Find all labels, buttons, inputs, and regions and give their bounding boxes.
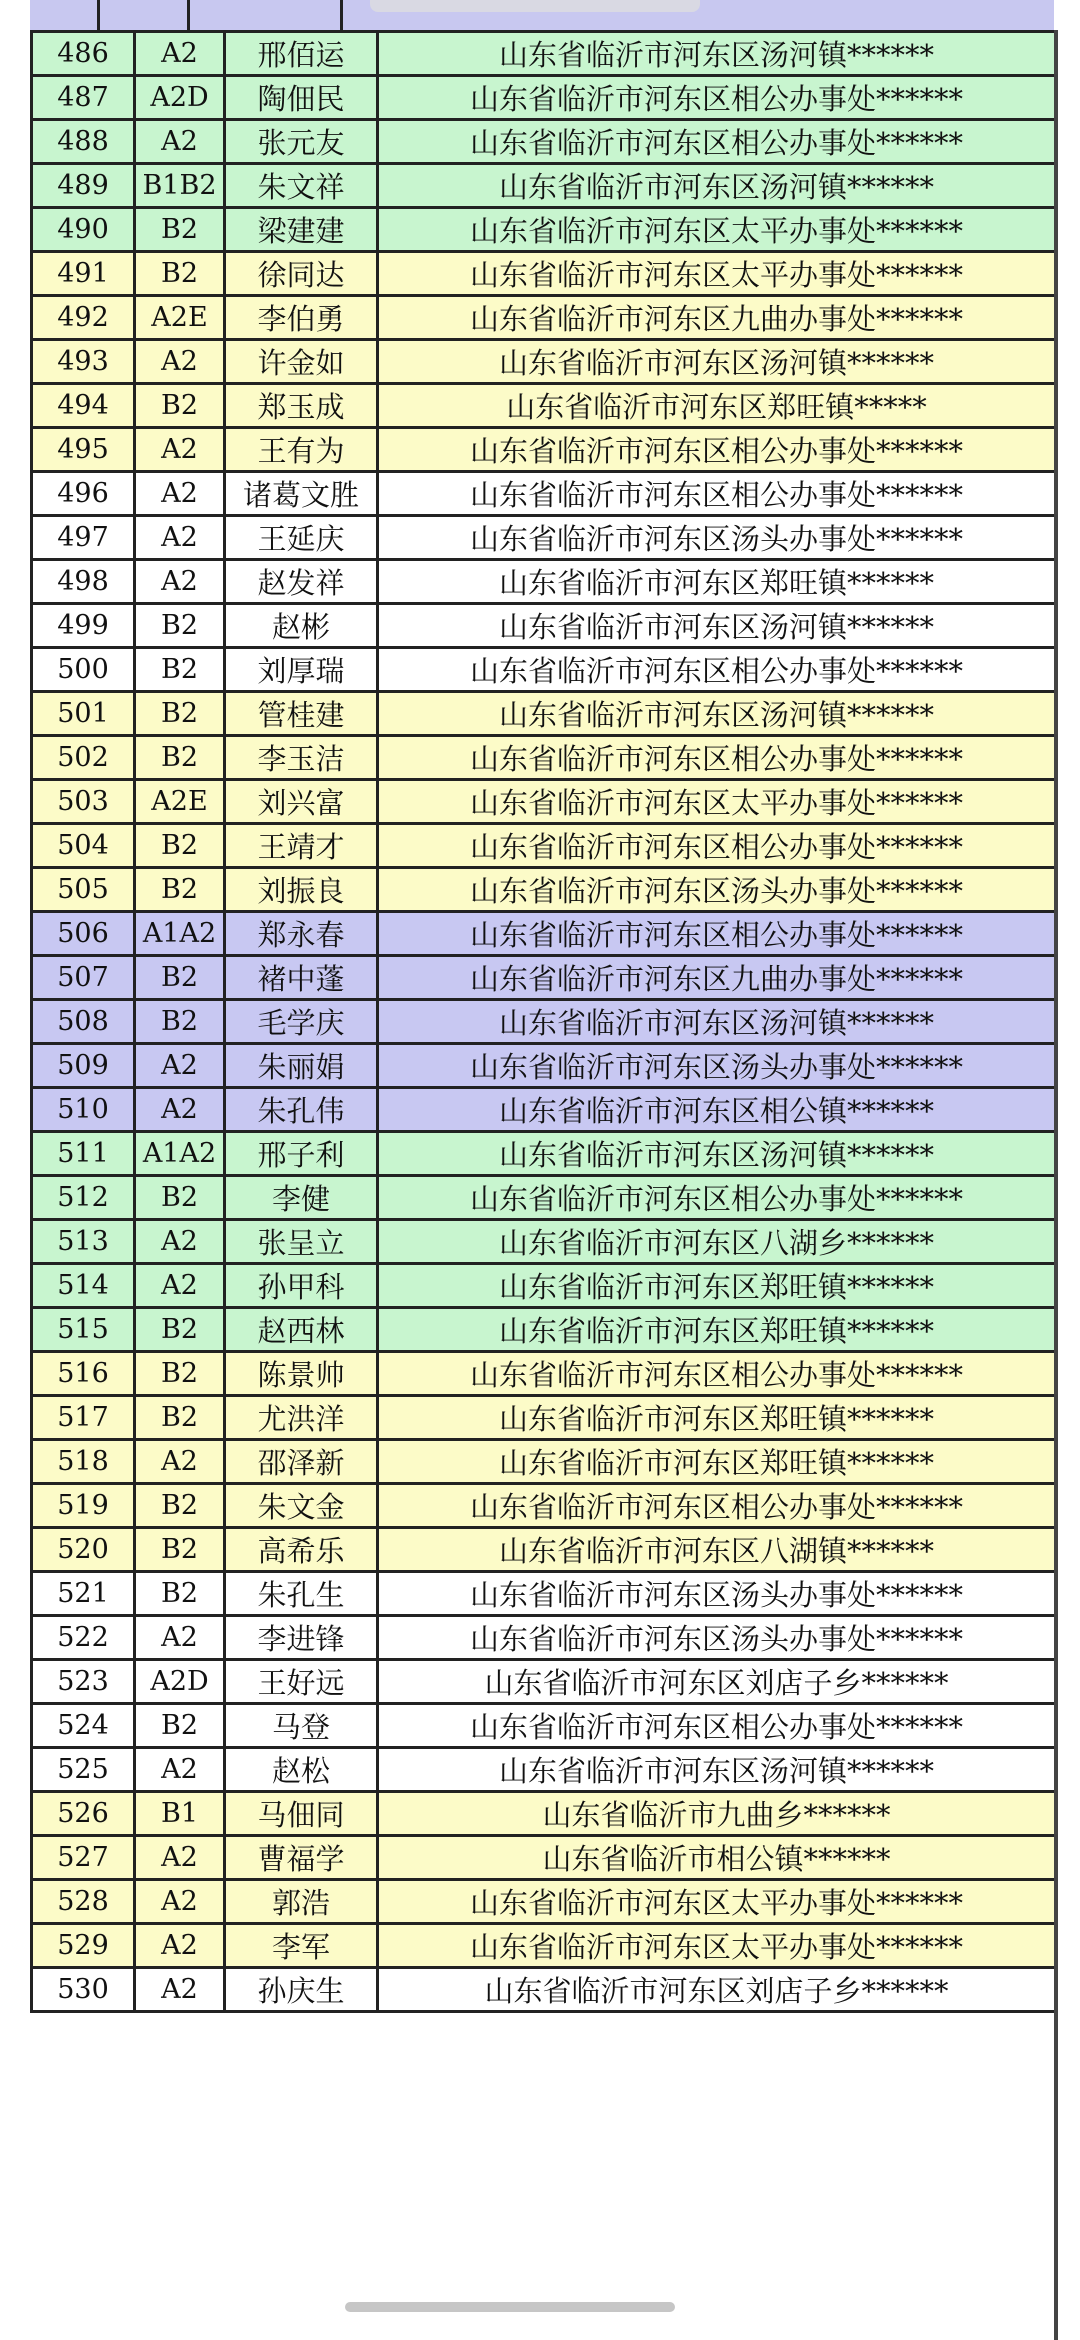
row-number-cell: 529 — [32, 1924, 135, 1968]
license-class-cell: A1A2 — [135, 912, 225, 956]
address-cell: 山东省临沂市河东区汤河镇****** — [378, 32, 1056, 76]
license-class-cell: A2 — [135, 1968, 225, 2012]
license-class-cell: B2 — [135, 824, 225, 868]
license-class-cell: B2 — [135, 1572, 225, 1616]
address-cell: 山东省临沂市河东区相公办事处****** — [378, 428, 1056, 472]
table-row — [32, 1704, 1056, 1748]
address-cell: 山东省临沂市河东区郑旺镇****** — [378, 1308, 1056, 1352]
license-class-cell: A2 — [135, 428, 225, 472]
table-row — [32, 1352, 1056, 1396]
address-cell: 山东省临沂市河东区汤头办事处****** — [378, 868, 1056, 912]
driver-name-cell: 朱孔伟 — [225, 1088, 378, 1132]
address-cell: 山东省临沂市河东区相公办事处****** — [378, 76, 1056, 120]
address-cell: 山东省临沂市河东区郑旺镇****** — [378, 1440, 1056, 1484]
row-number-cell: 515 — [32, 1308, 135, 1352]
driver-name-cell: 马登 — [225, 1704, 378, 1748]
table-row — [32, 560, 1056, 604]
row-number-cell: 499 — [32, 604, 135, 648]
license-class-cell: B2 — [135, 692, 225, 736]
table-row — [32, 956, 1056, 1000]
row-number-cell: 491 — [32, 252, 135, 296]
address-cell: 山东省临沂市河东区汤头办事处****** — [378, 1616, 1056, 1660]
driver-name-cell: 曹福学 — [225, 1836, 378, 1880]
address-cell: 山东省临沂市河东区八湖镇****** — [378, 1528, 1056, 1572]
driver-name-cell: 邢子利 — [225, 1132, 378, 1176]
driver-name-cell: 管桂建 — [225, 692, 378, 736]
license-class-cell: B2 — [135, 956, 225, 1000]
address-cell: 山东省临沂市河东区相公办事处****** — [378, 736, 1056, 780]
table-row — [32, 1968, 1056, 2012]
row-number-cell: 528 — [32, 1880, 135, 1924]
driver-name-cell: 王好远 — [225, 1660, 378, 1704]
license-class-cell: A2 — [135, 472, 225, 516]
address-cell: 山东省临沂市河东区汤河镇****** — [378, 340, 1056, 384]
driver-name-cell: 陈景帅 — [225, 1352, 378, 1396]
license-class-cell: A2 — [135, 1836, 225, 1880]
row-number-cell: 509 — [32, 1044, 135, 1088]
driver-name-cell: 王有为 — [225, 428, 378, 472]
license-class-cell: A2 — [135, 1616, 225, 1660]
license-class-cell: A2 — [135, 1044, 225, 1088]
driver-name-cell: 诸葛文胜 — [225, 472, 378, 516]
license-class-cell: B2 — [135, 1352, 225, 1396]
driver-name-cell: 赵西林 — [225, 1308, 378, 1352]
driver-name-cell: 李伯勇 — [225, 296, 378, 340]
license-class-cell: A2D — [135, 76, 225, 120]
table-row — [32, 1660, 1056, 1704]
license-class-cell: B2 — [135, 252, 225, 296]
table-row — [32, 824, 1056, 868]
horizontal-scrollbar[interactable] — [345, 2302, 675, 2312]
data-table — [30, 30, 1057, 2013]
driver-name-cell: 李玉洁 — [225, 736, 378, 780]
driver-name-cell: 陶佃民 — [225, 76, 378, 120]
table-row — [32, 32, 1056, 76]
driver-name-cell: 王延庆 — [225, 516, 378, 560]
address-cell: 山东省临沂市河东区相公办事处****** — [378, 824, 1056, 868]
driver-name-cell: 朱孔生 — [225, 1572, 378, 1616]
address-cell: 山东省临沂市河东区相公办事处****** — [378, 1484, 1056, 1528]
driver-name-cell: 邵泽新 — [225, 1440, 378, 1484]
table-row — [32, 1572, 1056, 1616]
driver-name-cell: 郭浩 — [225, 1880, 378, 1924]
license-class-cell: A1A2 — [135, 1132, 225, 1176]
row-number-cell: 514 — [32, 1264, 135, 1308]
row-number-cell: 525 — [32, 1748, 135, 1792]
driver-license-table — [30, 30, 1054, 2013]
license-class-cell: A2 — [135, 516, 225, 560]
table-row — [32, 912, 1056, 956]
table-row — [32, 1088, 1056, 1132]
row-number-cell: 487 — [32, 76, 135, 120]
top-pull-handle[interactable] — [370, 0, 700, 12]
table-row — [32, 1176, 1056, 1220]
driver-name-cell: 毛学庆 — [225, 1000, 378, 1044]
license-class-cell: B2 — [135, 868, 225, 912]
table-row — [32, 604, 1056, 648]
table-row — [32, 1484, 1056, 1528]
driver-name-cell: 赵松 — [225, 1748, 378, 1792]
address-cell: 山东省临沂市河东区汤头办事处****** — [378, 516, 1056, 560]
row-number-cell: 489 — [32, 164, 135, 208]
row-number-cell: 494 — [32, 384, 135, 428]
driver-name-cell: 郑玉成 — [225, 384, 378, 428]
row-number-cell: 490 — [32, 208, 135, 252]
table-row — [32, 340, 1056, 384]
address-cell: 山东省临沂市河东区汤河镇****** — [378, 1132, 1056, 1176]
row-number-cell: 526 — [32, 1792, 135, 1836]
driver-name-cell: 徐同达 — [225, 252, 378, 296]
table-row — [32, 1396, 1056, 1440]
driver-name-cell: 王靖才 — [225, 824, 378, 868]
row-number-cell: 493 — [32, 340, 135, 384]
table-row — [32, 1044, 1056, 1088]
license-class-cell: A2E — [135, 296, 225, 340]
address-cell: 山东省临沂市河东区相公办事处****** — [378, 472, 1056, 516]
row-number-cell: 522 — [32, 1616, 135, 1660]
table-row — [32, 164, 1056, 208]
address-cell: 山东省临沂市九曲乡****** — [378, 1792, 1056, 1836]
address-cell: 山东省临沂市河东区九曲办事处****** — [378, 296, 1056, 340]
address-cell: 山东省临沂市河东区相公办事处****** — [378, 120, 1056, 164]
driver-name-cell: 邢佰运 — [225, 32, 378, 76]
driver-name-cell: 梁建建 — [225, 208, 378, 252]
address-cell: 山东省临沂市河东区汤河镇****** — [378, 1000, 1056, 1044]
table-row — [32, 1880, 1056, 1924]
address-cell: 山东省临沂市河东区相公办事处****** — [378, 912, 1056, 956]
license-class-cell: A2 — [135, 1924, 225, 1968]
row-number-cell: 492 — [32, 296, 135, 340]
row-number-cell: 519 — [32, 1484, 135, 1528]
address-cell: 山东省临沂市河东区汤河镇****** — [378, 604, 1056, 648]
table-row — [32, 120, 1056, 164]
license-class-cell: A2 — [135, 1220, 225, 1264]
address-cell: 山东省临沂市河东区相公办事处****** — [378, 1352, 1056, 1396]
address-cell: 山东省临沂市河东区太平办事处****** — [378, 208, 1056, 252]
row-number-cell: 520 — [32, 1528, 135, 1572]
license-class-cell: A2E — [135, 780, 225, 824]
row-number-cell: 517 — [32, 1396, 135, 1440]
driver-name-cell: 张元友 — [225, 120, 378, 164]
address-cell: 山东省临沂市河东区相公办事处****** — [378, 1704, 1056, 1748]
row-number-cell: 486 — [32, 32, 135, 76]
driver-name-cell: 褚中蓬 — [225, 956, 378, 1000]
address-cell: 山东省临沂市河东区相公镇****** — [378, 1088, 1056, 1132]
table-row — [32, 1924, 1056, 1968]
driver-name-cell: 刘兴富 — [225, 780, 378, 824]
address-cell: 山东省临沂市河东区汤头办事处****** — [378, 1044, 1056, 1088]
column-divider — [187, 0, 190, 30]
address-cell: 山东省临沂市河东区郑旺镇***** — [378, 384, 1056, 428]
table-row — [32, 648, 1056, 692]
driver-name-cell: 刘厚瑞 — [225, 648, 378, 692]
license-class-cell: A2 — [135, 1264, 225, 1308]
table-row — [32, 868, 1056, 912]
row-number-cell: 508 — [32, 1000, 135, 1044]
address-cell: 山东省临沂市河东区汤河镇****** — [378, 164, 1056, 208]
row-number-cell: 521 — [32, 1572, 135, 1616]
row-number-cell: 512 — [32, 1176, 135, 1220]
address-cell: 山东省临沂市河东区刘店子乡****** — [378, 1968, 1056, 2012]
driver-name-cell: 郑永春 — [225, 912, 378, 956]
row-number-cell: 518 — [32, 1440, 135, 1484]
license-class-cell: B2 — [135, 1484, 225, 1528]
driver-name-cell: 朱丽娟 — [225, 1044, 378, 1088]
driver-name-cell: 孙甲科 — [225, 1264, 378, 1308]
table-row — [32, 1264, 1056, 1308]
row-number-cell: 500 — [32, 648, 135, 692]
address-cell: 山东省临沂市河东区相公办事处****** — [378, 1176, 1056, 1220]
address-cell: 山东省临沂市河东区刘店子乡****** — [378, 1660, 1056, 1704]
table-row — [32, 428, 1056, 472]
row-number-cell: 523 — [32, 1660, 135, 1704]
driver-name-cell: 朱文祥 — [225, 164, 378, 208]
row-number-cell: 495 — [32, 428, 135, 472]
row-number-cell: 530 — [32, 1968, 135, 2012]
license-class-cell: A2 — [135, 32, 225, 76]
row-number-cell: 503 — [32, 780, 135, 824]
license-class-cell: B2 — [135, 208, 225, 252]
address-cell: 山东省临沂市河东区太平办事处****** — [378, 780, 1056, 824]
license-class-cell: A2 — [135, 560, 225, 604]
address-cell: 山东省临沂市河东区汤河镇****** — [378, 692, 1056, 736]
address-cell: 山东省临沂市相公镇****** — [378, 1836, 1056, 1880]
driver-name-cell: 李军 — [225, 1924, 378, 1968]
driver-name-cell: 赵彬 — [225, 604, 378, 648]
row-number-cell: 504 — [32, 824, 135, 868]
license-class-cell: A2 — [135, 1440, 225, 1484]
driver-name-cell: 马佃同 — [225, 1792, 378, 1836]
driver-name-cell: 朱文金 — [225, 1484, 378, 1528]
table-row — [32, 1000, 1056, 1044]
table-row — [32, 692, 1056, 736]
row-number-cell: 506 — [32, 912, 135, 956]
table-row — [32, 1440, 1056, 1484]
license-class-cell: B2 — [135, 1396, 225, 1440]
column-divider — [97, 0, 100, 30]
address-cell: 山东省临沂市河东区太平办事处****** — [378, 252, 1056, 296]
driver-name-cell: 刘振良 — [225, 868, 378, 912]
license-class-cell: B1B2 — [135, 164, 225, 208]
license-class-cell: B2 — [135, 384, 225, 428]
driver-name-cell: 孙庆生 — [225, 1968, 378, 2012]
driver-name-cell: 赵发祥 — [225, 560, 378, 604]
address-cell: 山东省临沂市河东区郑旺镇****** — [378, 1396, 1056, 1440]
table-body — [32, 32, 1056, 2012]
column-divider — [340, 0, 343, 30]
row-number-cell: 501 — [32, 692, 135, 736]
table-row — [32, 1792, 1056, 1836]
row-number-cell: 513 — [32, 1220, 135, 1264]
address-cell: 山东省临沂市河东区汤河镇****** — [378, 1748, 1056, 1792]
table-right-border — [1054, 30, 1058, 2340]
license-class-cell: A2 — [135, 1880, 225, 1924]
row-number-cell: 497 — [32, 516, 135, 560]
driver-name-cell: 许金如 — [225, 340, 378, 384]
license-class-cell: A2 — [135, 120, 225, 164]
table-row — [32, 384, 1056, 428]
table-row — [32, 780, 1056, 824]
driver-name-cell: 李健 — [225, 1176, 378, 1220]
driver-name-cell: 李进锋 — [225, 1616, 378, 1660]
table-row — [32, 1748, 1056, 1792]
license-class-cell: A2D — [135, 1660, 225, 1704]
table-row — [32, 76, 1056, 120]
table-row — [32, 252, 1056, 296]
license-class-cell: A2 — [135, 1748, 225, 1792]
table-row — [32, 1308, 1056, 1352]
driver-name-cell: 尤洪洋 — [225, 1396, 378, 1440]
license-class-cell: B2 — [135, 604, 225, 648]
row-number-cell: 498 — [32, 560, 135, 604]
row-number-cell: 524 — [32, 1704, 135, 1748]
table-row — [32, 472, 1056, 516]
table-row — [32, 208, 1056, 252]
table-row — [32, 296, 1056, 340]
row-number-cell: 502 — [32, 736, 135, 780]
table-row — [32, 1132, 1056, 1176]
license-class-cell: A2 — [135, 340, 225, 384]
row-number-cell: 527 — [32, 1836, 135, 1880]
row-number-cell: 510 — [32, 1088, 135, 1132]
row-number-cell: 511 — [32, 1132, 135, 1176]
table-row — [32, 516, 1056, 560]
row-number-cell: 505 — [32, 868, 135, 912]
driver-name-cell: 张呈立 — [225, 1220, 378, 1264]
table-row — [32, 1836, 1056, 1880]
address-cell: 山东省临沂市河东区汤头办事处****** — [378, 1572, 1056, 1616]
table-row — [32, 736, 1056, 780]
license-class-cell: B2 — [135, 736, 225, 780]
address-cell: 山东省临沂市河东区太平办事处****** — [378, 1924, 1056, 1968]
license-class-cell: B2 — [135, 1704, 225, 1748]
row-number-cell: 516 — [32, 1352, 135, 1396]
table-row — [32, 1528, 1056, 1572]
license-class-cell: B2 — [135, 1000, 225, 1044]
address-cell: 山东省临沂市河东区相公办事处****** — [378, 648, 1056, 692]
row-number-cell: 507 — [32, 956, 135, 1000]
address-cell: 山东省临沂市河东区太平办事处****** — [378, 1880, 1056, 1924]
license-class-cell: A2 — [135, 1088, 225, 1132]
license-class-cell: B2 — [135, 1308, 225, 1352]
license-class-cell: B2 — [135, 1176, 225, 1220]
row-number-cell: 488 — [32, 120, 135, 164]
driver-name-cell: 高希乐 — [225, 1528, 378, 1572]
license-class-cell: B2 — [135, 1528, 225, 1572]
row-number-cell: 496 — [32, 472, 135, 516]
table-row — [32, 1616, 1056, 1660]
license-class-cell: B2 — [135, 648, 225, 692]
table-row — [32, 1220, 1056, 1264]
address-cell: 山东省临沂市河东区八湖乡****** — [378, 1220, 1056, 1264]
address-cell: 山东省临沂市河东区郑旺镇****** — [378, 560, 1056, 604]
address-cell: 山东省临沂市河东区九曲办事处****** — [378, 956, 1056, 1000]
address-cell: 山东省临沂市河东区郑旺镇****** — [378, 1264, 1056, 1308]
license-class-cell: B1 — [135, 1792, 225, 1836]
